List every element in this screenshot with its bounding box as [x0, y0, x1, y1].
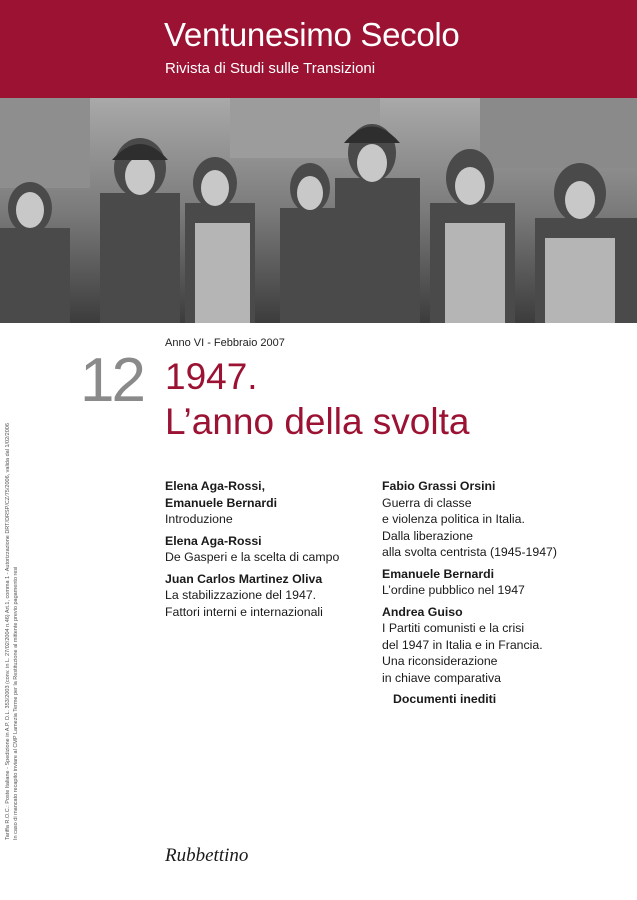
- entry-title: Fattori interni e internazionali: [165, 604, 323, 619]
- contents-entry: [165, 478, 370, 528]
- postal-info-line-1: Tariffa R.O.C.: Poste Italiane - Spedizione in A.P. D.L. 353/2003 (conv. in L. 27/02/2004 n.46) Art.1, comma 1 - Autorizzazione DRT/DRSP/CZ/75/2006, valida dal 1/02/2006: [5, 423, 11, 840]
- entry-title: I Partiti comunisti e la crisi: [382, 621, 525, 635]
- contents-entry: [165, 533, 370, 566]
- magazine-title: Ventunesimo Secolo: [164, 16, 460, 53]
- cover-photo-image: [0, 98, 637, 323]
- entry-title: Guerra di classe: [382, 495, 472, 510]
- documents-section-label: Documenti inediti: [393, 692, 497, 706]
- entry-author: Andrea Guiso: [382, 604, 463, 619]
- entry-author: Emanuele Bernardi: [382, 566, 495, 581]
- issue-number: 12: [80, 346, 143, 415]
- contents-entry: [165, 571, 370, 621]
- entry-title: La stabilizzazione del 1947.: [165, 588, 317, 602]
- entry-title: del 1947 in Italia e in Francia.: [382, 637, 543, 652]
- contents-entry: [382, 604, 612, 687]
- contents-left-column: [165, 478, 370, 625]
- publisher-logo: Rubbettino: [165, 845, 249, 866]
- entry-title: in chiave comparativa: [382, 670, 501, 685]
- entry-author: Emanuele Bernardi: [165, 495, 278, 510]
- entry-author: Fabio Grassi Orsini: [382, 479, 496, 493]
- entry-title: e violenza politica in Italia.: [382, 512, 525, 526]
- entry-title: Dalla liberazione: [382, 528, 473, 543]
- entry-title: Una riconsiderazione: [382, 654, 498, 668]
- entry-title: De Gasperi e la scelta di campo: [165, 550, 340, 564]
- issue-theme-title: L’anno della svolta: [165, 401, 470, 442]
- masthead: [0, 0, 637, 98]
- magazine-subtitle: Rivista di Studi sulle Transizioni: [165, 60, 376, 77]
- cover-photo: [0, 98, 637, 323]
- contents-right-column: [382, 478, 612, 708]
- entry-author: Elena Aga-Rossi: [165, 533, 262, 548]
- entry-title: Introduzione: [165, 512, 233, 526]
- entry-author: Juan Carlos Martinez Oliva: [165, 571, 323, 586]
- contents-entry: [382, 566, 612, 599]
- entry-author: Elena Aga-Rossi,: [165, 479, 265, 493]
- entry-title: L’ordine pubblico nel 1947: [382, 583, 525, 597]
- issue-date: Anno VI - Febbraio 2007: [165, 337, 285, 349]
- postal-info-strip: [4, 330, 30, 840]
- entry-title: alla svolta centrista (1945-1947): [382, 545, 557, 559]
- contents-entry: [382, 478, 612, 561]
- issue-theme-year: 1947.: [165, 356, 258, 397]
- postal-info-line-2: In caso di mancato recapito inviare al CMP Lamezia Terme per la Restituzione al mittente previo pagamento resi: [13, 566, 19, 840]
